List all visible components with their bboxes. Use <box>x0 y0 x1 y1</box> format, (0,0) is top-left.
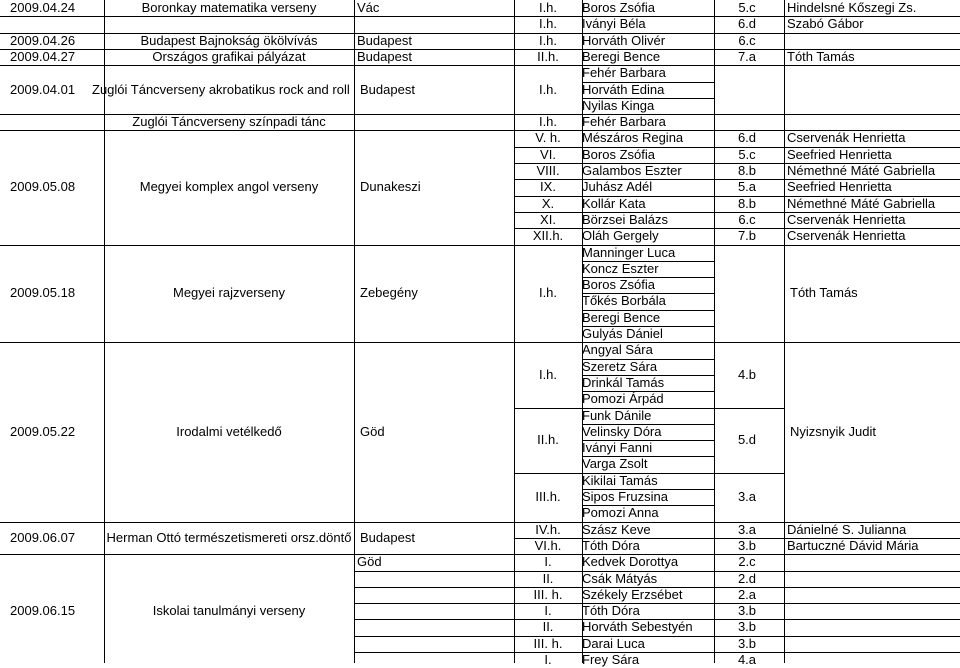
cell-result: I. <box>544 554 552 570</box>
cell-class: 3.b <box>737 635 757 651</box>
merged-class: 5.d <box>737 432 757 448</box>
cell-class: 6.d <box>737 130 757 146</box>
merged-event: Herman Ottó természetismereti orsz.döntő <box>106 529 352 545</box>
merged-teacher: Nyizsnyik Judit <box>790 423 876 439</box>
merged-event: Zuglói Táncverseny akrobatikus rock and roll <box>92 81 350 97</box>
cell-result: IV.h. <box>535 521 561 537</box>
cell-result: I.h. <box>538 114 558 130</box>
cell-class: 5.c <box>738 146 756 162</box>
merged-teacher: Tóth Tamás <box>790 285 858 301</box>
cell-teacher: Hindelsné Kőszegi Zs. <box>787 0 917 15</box>
cell-teacher: Némethné Máté Gabriella <box>787 163 936 178</box>
cell-class: 7.a <box>737 48 757 64</box>
merged-event: Iskolai tanulmányi verseny <box>152 603 306 619</box>
cell-name: Fehér Barbara <box>582 114 666 130</box>
cell-class: 6.c <box>738 211 756 227</box>
cell-class: 2.a <box>737 586 757 602</box>
cell-result: III. h. <box>533 586 563 602</box>
cell-class: 8.b <box>737 195 757 211</box>
merged-event: Megyei komplex angol verseny <box>139 179 319 195</box>
cell-name: Fehér Barbara <box>582 65 666 81</box>
cell-name: Boros Zsófia <box>582 277 655 293</box>
cell-name: Kikilai Tamás <box>582 472 658 488</box>
cell-result: I.h. <box>538 16 558 32</box>
cell-name: Koncz Eszter <box>582 260 659 276</box>
cell-teacher: Cservenák Henrietta <box>787 211 906 227</box>
cell-teacher: Tóth Tamás <box>787 48 855 64</box>
cell-class: 7.b <box>737 228 757 244</box>
cell-name: Székely Erzsébet <box>582 586 683 602</box>
cell-name: Manninger Luca <box>582 244 676 260</box>
cell-result: V. h. <box>535 130 561 146</box>
cell-place: Göd <box>357 554 382 570</box>
cell-result: X. <box>541 195 555 211</box>
cell-teacher: Szabó Gábor <box>787 16 864 32</box>
cell-class: 4.a <box>737 652 757 667</box>
cell-name: Varga Zsolt <box>582 456 648 472</box>
cell-name: Boros Zsófia <box>582 146 655 162</box>
cell-name: Pomozi Árpád <box>582 391 664 407</box>
merged-date: 2009.05.18 <box>10 285 76 301</box>
merged-date: 2009.06.15 <box>10 603 76 619</box>
cell-name: Börzsei Balázs <box>582 211 668 227</box>
cell-result: VI.h. <box>534 537 562 553</box>
cell-name: Iványi Fanni <box>582 440 653 456</box>
cell-name: Nyilas Kinga <box>582 97 655 113</box>
cell-date: 2009.04.27 <box>10 48 76 64</box>
cell-result: III. h. <box>533 635 563 651</box>
cell-name: Drinkál Tamás <box>582 374 665 390</box>
cell-class: 3.a <box>737 521 757 537</box>
cell-result: VI. <box>540 146 556 162</box>
cell-class: 5.a <box>737 179 757 195</box>
cell-class: 8.b <box>737 163 757 178</box>
cell-name: Kedvek Dorottya <box>582 554 679 570</box>
cell-name: Tőkés Borbála <box>582 293 666 309</box>
cell-teacher: Cservenák Henrietta <box>787 130 906 146</box>
cell-result: VIII. <box>536 163 560 178</box>
cell-result: I.h. <box>538 0 558 15</box>
cell-class: 6.d <box>737 16 757 32</box>
merged-date: 2009.04.01 <box>10 81 76 97</box>
merged-class: 4.b <box>737 366 757 382</box>
cell-event: Budapest Bajnokság ökölvívás <box>140 32 318 48</box>
cell-date: 2009.04.26 <box>10 32 76 48</box>
merged-class: 3.a <box>737 489 757 505</box>
cell-place: Vác <box>357 0 380 15</box>
cell-result: II. <box>542 570 554 586</box>
merged-place: Zebegény <box>360 285 418 301</box>
cell-place: Budapest <box>357 48 412 64</box>
cell-result: XII.h. <box>532 228 564 244</box>
cell-name: Szász Keve <box>582 521 651 537</box>
cell-name: Csák Mátyás <box>582 570 658 586</box>
cell-result: I. <box>544 652 552 667</box>
cell-name: Tóth Dóra <box>582 537 640 553</box>
cell-result: XI. <box>540 211 556 227</box>
cell-result: I.h. <box>538 32 558 48</box>
cell-name: Sipos Fruzsina <box>582 489 668 504</box>
cell-name: Horváth Olivér <box>582 32 666 48</box>
merged-date: 2009.05.22 <box>10 423 76 439</box>
cell-class: 3.b <box>737 603 757 619</box>
cell-name: Iványi Béla <box>582 16 646 32</box>
merged-event: Megyei rajzverseny <box>173 285 285 301</box>
merged-result: II.h. <box>537 432 559 448</box>
cell-name: Mészáros Regina <box>582 130 684 146</box>
merged-place: Dunakeszi <box>360 179 421 195</box>
cell-teacher: Bartuczné Dávid Mária <box>787 537 919 553</box>
cell-name: Boros Zsófia <box>582 0 655 15</box>
cell-name: Angyal Sára <box>582 342 653 358</box>
cell-name: Juhász Adél <box>582 179 653 195</box>
cell-class: 5.c <box>738 0 756 15</box>
cell-name: Horváth Sebestyén <box>582 619 693 635</box>
cell-date: 2009.04.24 <box>10 0 76 15</box>
cell-result: IX. <box>540 179 556 195</box>
merged-date: 2009.06.07 <box>10 529 76 545</box>
cell-place: Budapest <box>357 32 412 48</box>
cell-name: Horváth Edina <box>582 81 665 97</box>
cell-class: 3.b <box>737 619 757 635</box>
cell-class: 2.c <box>738 554 756 570</box>
cell-name: Oláh Gergely <box>582 228 659 244</box>
cell-class: 3.b <box>737 537 757 553</box>
cell-teacher: Némethné Máté Gabriella <box>787 195 936 211</box>
merged-result: I.h. <box>538 81 558 97</box>
merged-result: I.h. <box>538 285 558 301</box>
cell-teacher: Dánielné S. Julianna <box>787 521 907 537</box>
cell-name: Pomozi Anna <box>582 505 659 521</box>
cell-name: Kollár Kata <box>582 195 646 211</box>
cell-name: Darai Luca <box>582 635 645 651</box>
cell-result: II. <box>542 619 554 635</box>
cell-name: Beregi Bence <box>582 48 661 64</box>
cell-event: Boronkay matematika verseny <box>141 0 317 15</box>
cell-name: Tóth Dóra <box>582 603 640 619</box>
merged-place: Budapest <box>360 81 415 97</box>
merged-place: Göd <box>360 423 385 439</box>
cell-result: II.h. <box>537 48 559 64</box>
cell-teacher: Seefried Henrietta <box>787 179 892 195</box>
cell-name: Funk Dánile <box>582 407 652 423</box>
merged-date: 2009.05.08 <box>10 179 76 195</box>
cell-name: Frey Sára <box>582 652 640 667</box>
merged-event: Irodalmi vetélkedő <box>176 423 282 439</box>
cell-name: Velinsky Dóra <box>582 423 662 439</box>
merged-place: Budapest <box>360 529 415 545</box>
cell-result: I. <box>544 603 552 619</box>
cell-event: Országos grafikai pályázat <box>152 48 306 64</box>
cell-name: Galambos Eszter <box>582 163 682 178</box>
cell-class: 2.d <box>737 570 757 586</box>
cell-teacher: Cservenák Henrietta <box>787 228 906 244</box>
cell-teacher: Seefried Henrietta <box>787 146 892 162</box>
cell-name: Szeretz Sára <box>582 358 658 374</box>
merged-result: I.h. <box>538 366 558 382</box>
cell-event: Zuglói Táncverseny színpadi tánc <box>132 114 326 130</box>
merged-result: III.h. <box>535 489 561 505</box>
cell-class: 6.c <box>738 32 756 48</box>
cell-name: Gulyás Dániel <box>582 326 663 341</box>
cell-name: Beregi Bence <box>582 309 661 325</box>
